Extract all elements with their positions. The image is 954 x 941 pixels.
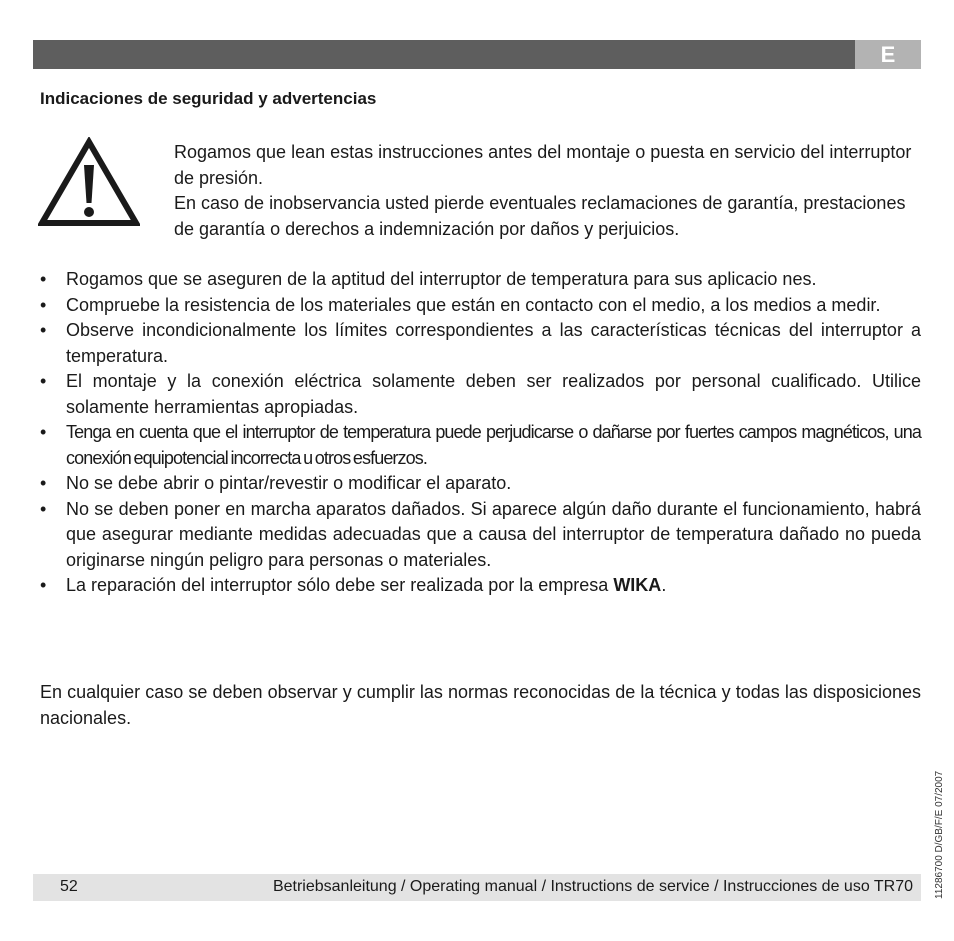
page-title: Indicaciones de seguridad y advertencias bbox=[40, 89, 377, 108]
intro-paragraph: En caso de inobservancia usted pierde eventuales reclamaciones de garantía, prestaciones de garantía o derechos a indemnización por daños y perjuicios. bbox=[174, 193, 906, 239]
list-item: • Compruebe la resistencia de los materiales que están en contacto con el medio, a los medios a medir. bbox=[40, 293, 921, 319]
warning-triangle-icon bbox=[38, 137, 140, 228]
list-item: • Tenga en cuenta que el interruptor de temperatura puede perjudicarse o dañarse por fuertes campos magnéticos, una conexión equipotencial incorrecta u otros esfuerzos. bbox=[40, 420, 921, 471]
list-item: • No se deben poner en marcha aparatos dañados. Si aparece algún daño durante el funcionamiento, habrá que asegurar mediante medidas adecuadas que a causa del interruptor de temperatura dañado no pueda originarse ningún peligro para personas o materiales. bbox=[40, 497, 921, 574]
list-item-suffix: . bbox=[661, 575, 667, 595]
closing-paragraph: En cualquier caso se deben observar y cumplir las normas reconocidas de la técnica y todas las disposiciones nacionales. bbox=[40, 682, 921, 728]
document-code: 11286700 D/GB/F/E 07/2007 bbox=[934, 770, 945, 899]
page-number: 52 bbox=[60, 878, 78, 895]
list-item bbox=[40, 573, 921, 599]
safety-list bbox=[40, 267, 921, 599]
list-item: • El montaje y la conexión eléctrica solamente deben ser realizados por personal cualificado. Utilice solamente herramientas apropiadas. bbox=[40, 369, 921, 420]
intro-paragraph: Rogamos que lean estas instrucciones antes del montaje o puesta en servicio del interruptor de presión. bbox=[174, 142, 912, 188]
list-item: • Observe incondicionalmente los límites correspondientes a las características técnicas del interruptor a temperatura. bbox=[40, 318, 921, 369]
brand-name: WIKA bbox=[613, 575, 662, 595]
list-item: • Rogamos que se aseguren de la aptitud del interruptor de temperatura para sus aplicacio nes. bbox=[40, 267, 921, 293]
list-item-text: La reparación del interruptor sólo debe ser realizada por la empresa bbox=[66, 575, 614, 595]
footer-bar bbox=[33, 874, 921, 901]
language-badge: E bbox=[855, 40, 921, 69]
intro-text bbox=[174, 140, 924, 242]
footer-text: Betriebsanleitung / Operating manual / Instructions de service / Instrucciones de uso TR70 bbox=[272, 878, 913, 895]
list-item: • No se debe abrir o pintar/revestir o modificar el aparato. bbox=[40, 471, 921, 497]
header-bar bbox=[33, 40, 921, 69]
